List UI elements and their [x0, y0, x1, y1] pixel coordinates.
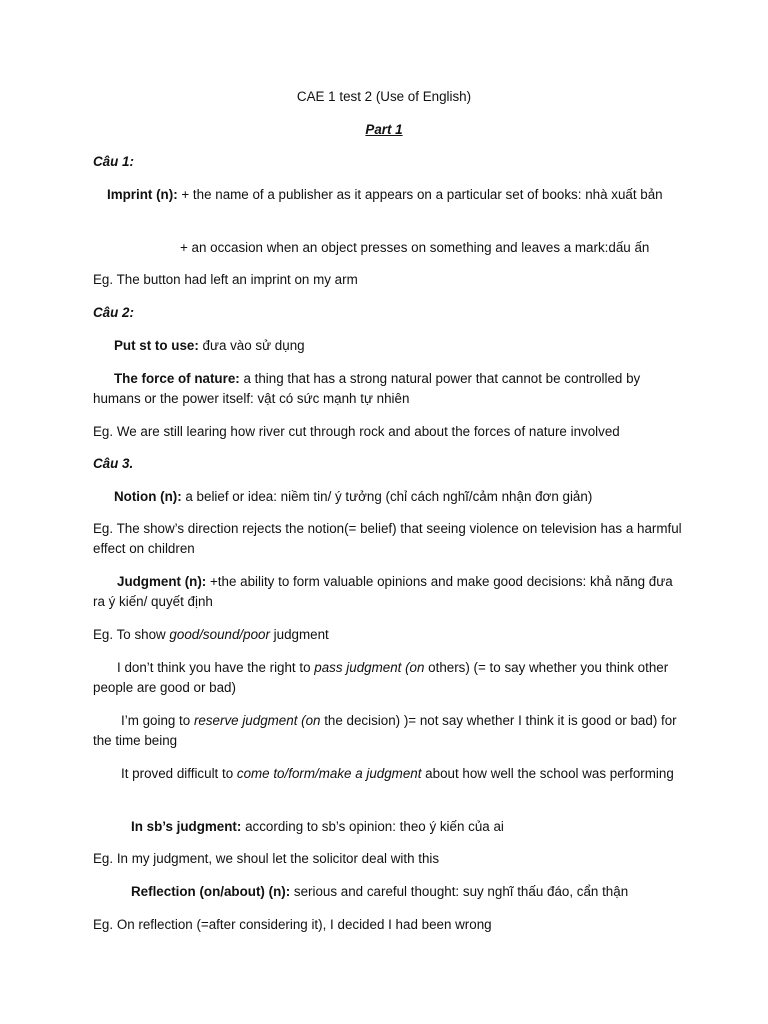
in-sb-judgment-definition: according to sb’s opinion: theo ý kiến của ai — [241, 819, 504, 834]
put-to-use-definition: đưa vào sử dụng — [198, 338, 305, 353]
force-of-nature-term: The force of nature: — [114, 371, 240, 386]
part-heading: Part 1 — [365, 122, 403, 137]
put-to-use-entry — [93, 336, 683, 356]
question-2-heading: Câu 2: — [93, 305, 134, 320]
in-sb-judgment-example: Eg. In my judgment, we shoul let the solicitor deal with this — [93, 851, 440, 866]
question-1-heading: Câu 1: — [93, 154, 134, 169]
judgment-example-2-italic: pass judgment (on — [314, 660, 425, 675]
imprint-term: Imprint (n): — [107, 187, 178, 202]
judgment-example-1-tail: judgment — [269, 627, 329, 642]
imprint-example: Eg. The button had left an imprint on my arm — [93, 272, 358, 287]
judgment-term: Judgment (n): — [117, 574, 207, 589]
in-sb-judgment-entry — [93, 817, 683, 837]
judgment-definition: +the ability to form valuable opinions and make good decisions: khả năng đưa ra ý kiến/ quyết định — [93, 574, 673, 609]
reflection-example: Eg. On reflection (=after considering it), I decided I had been wrong — [93, 917, 492, 932]
judgment-example-1-text: Eg. To show — [93, 627, 170, 642]
judgment-example-3-text: I’m going to — [121, 713, 194, 728]
judgment-example-2-tail: others) (= to say whether you think other people are good or bad) — [93, 660, 669, 695]
imprint-definition-2: + an occasion when an object presses on something and leaves a mark:dấu ấn — [180, 240, 650, 255]
judgment-example-4-tail: about how well the school was performing — [421, 766, 674, 781]
judgment-example-3-tail: the decision) )= not say whether I think it is good or bad) for the time being — [93, 713, 677, 748]
document-title: CAE 1 test 2 (Use of English) — [296, 89, 472, 104]
put-to-use-term: Put st to use: — [114, 338, 199, 353]
notion-definition: a belief or idea: niềm tin/ ý tưởng (chỉ cách nghĩ/cảm nhận đơn giản) — [181, 489, 593, 504]
reflection-term: Reflection (on/about) (n): — [131, 884, 291, 899]
judgment-example-4-italic: come to/form/make a judgment — [236, 766, 422, 781]
judgment-example-2 — [93, 658, 683, 698]
judgment-example-4 — [93, 764, 683, 784]
force-of-nature-entry — [93, 369, 683, 409]
imprint-entry — [93, 185, 683, 205]
notion-term: Notion (n): — [114, 489, 182, 504]
reflection-definition: serious and careful thought: suy nghĩ thấu đáo, cẩn thận — [290, 884, 629, 899]
judgment-example-3-italic: reserve judgment (on — [193, 713, 321, 728]
force-of-nature-definition: a thing that has a strong natural power that cannot be controlled by humans or the power itself: vật có sức mạnh tự nhiên — [93, 371, 641, 406]
judgment-example-1 — [93, 625, 683, 645]
judgment-example-3 — [93, 711, 683, 751]
notion-example: Eg. The show’s direction rejects the notion(= belief) that seeing violence on television has a harmful effect on children — [93, 521, 682, 556]
reflection-entry — [93, 882, 683, 902]
notion-entry — [93, 487, 683, 507]
judgment-example-2-text: I don’t think you have the right to — [117, 660, 315, 675]
imprint-definition-1: + the name of a publisher as it appears on a particular set of books: nhà xuất bản — [177, 187, 663, 202]
question-3-heading: Câu 3. — [93, 456, 134, 471]
judgment-entry — [93, 572, 683, 612]
in-sb-judgment-term: In sb’s judgment: — [131, 819, 242, 834]
judgment-example-4-text: It proved difficult to — [121, 766, 237, 781]
judgment-example-1-italic: good/sound/poor — [169, 627, 270, 642]
force-of-nature-example: Eg. We are still learing how river cut through rock and about the forces of nature involved — [93, 424, 620, 439]
